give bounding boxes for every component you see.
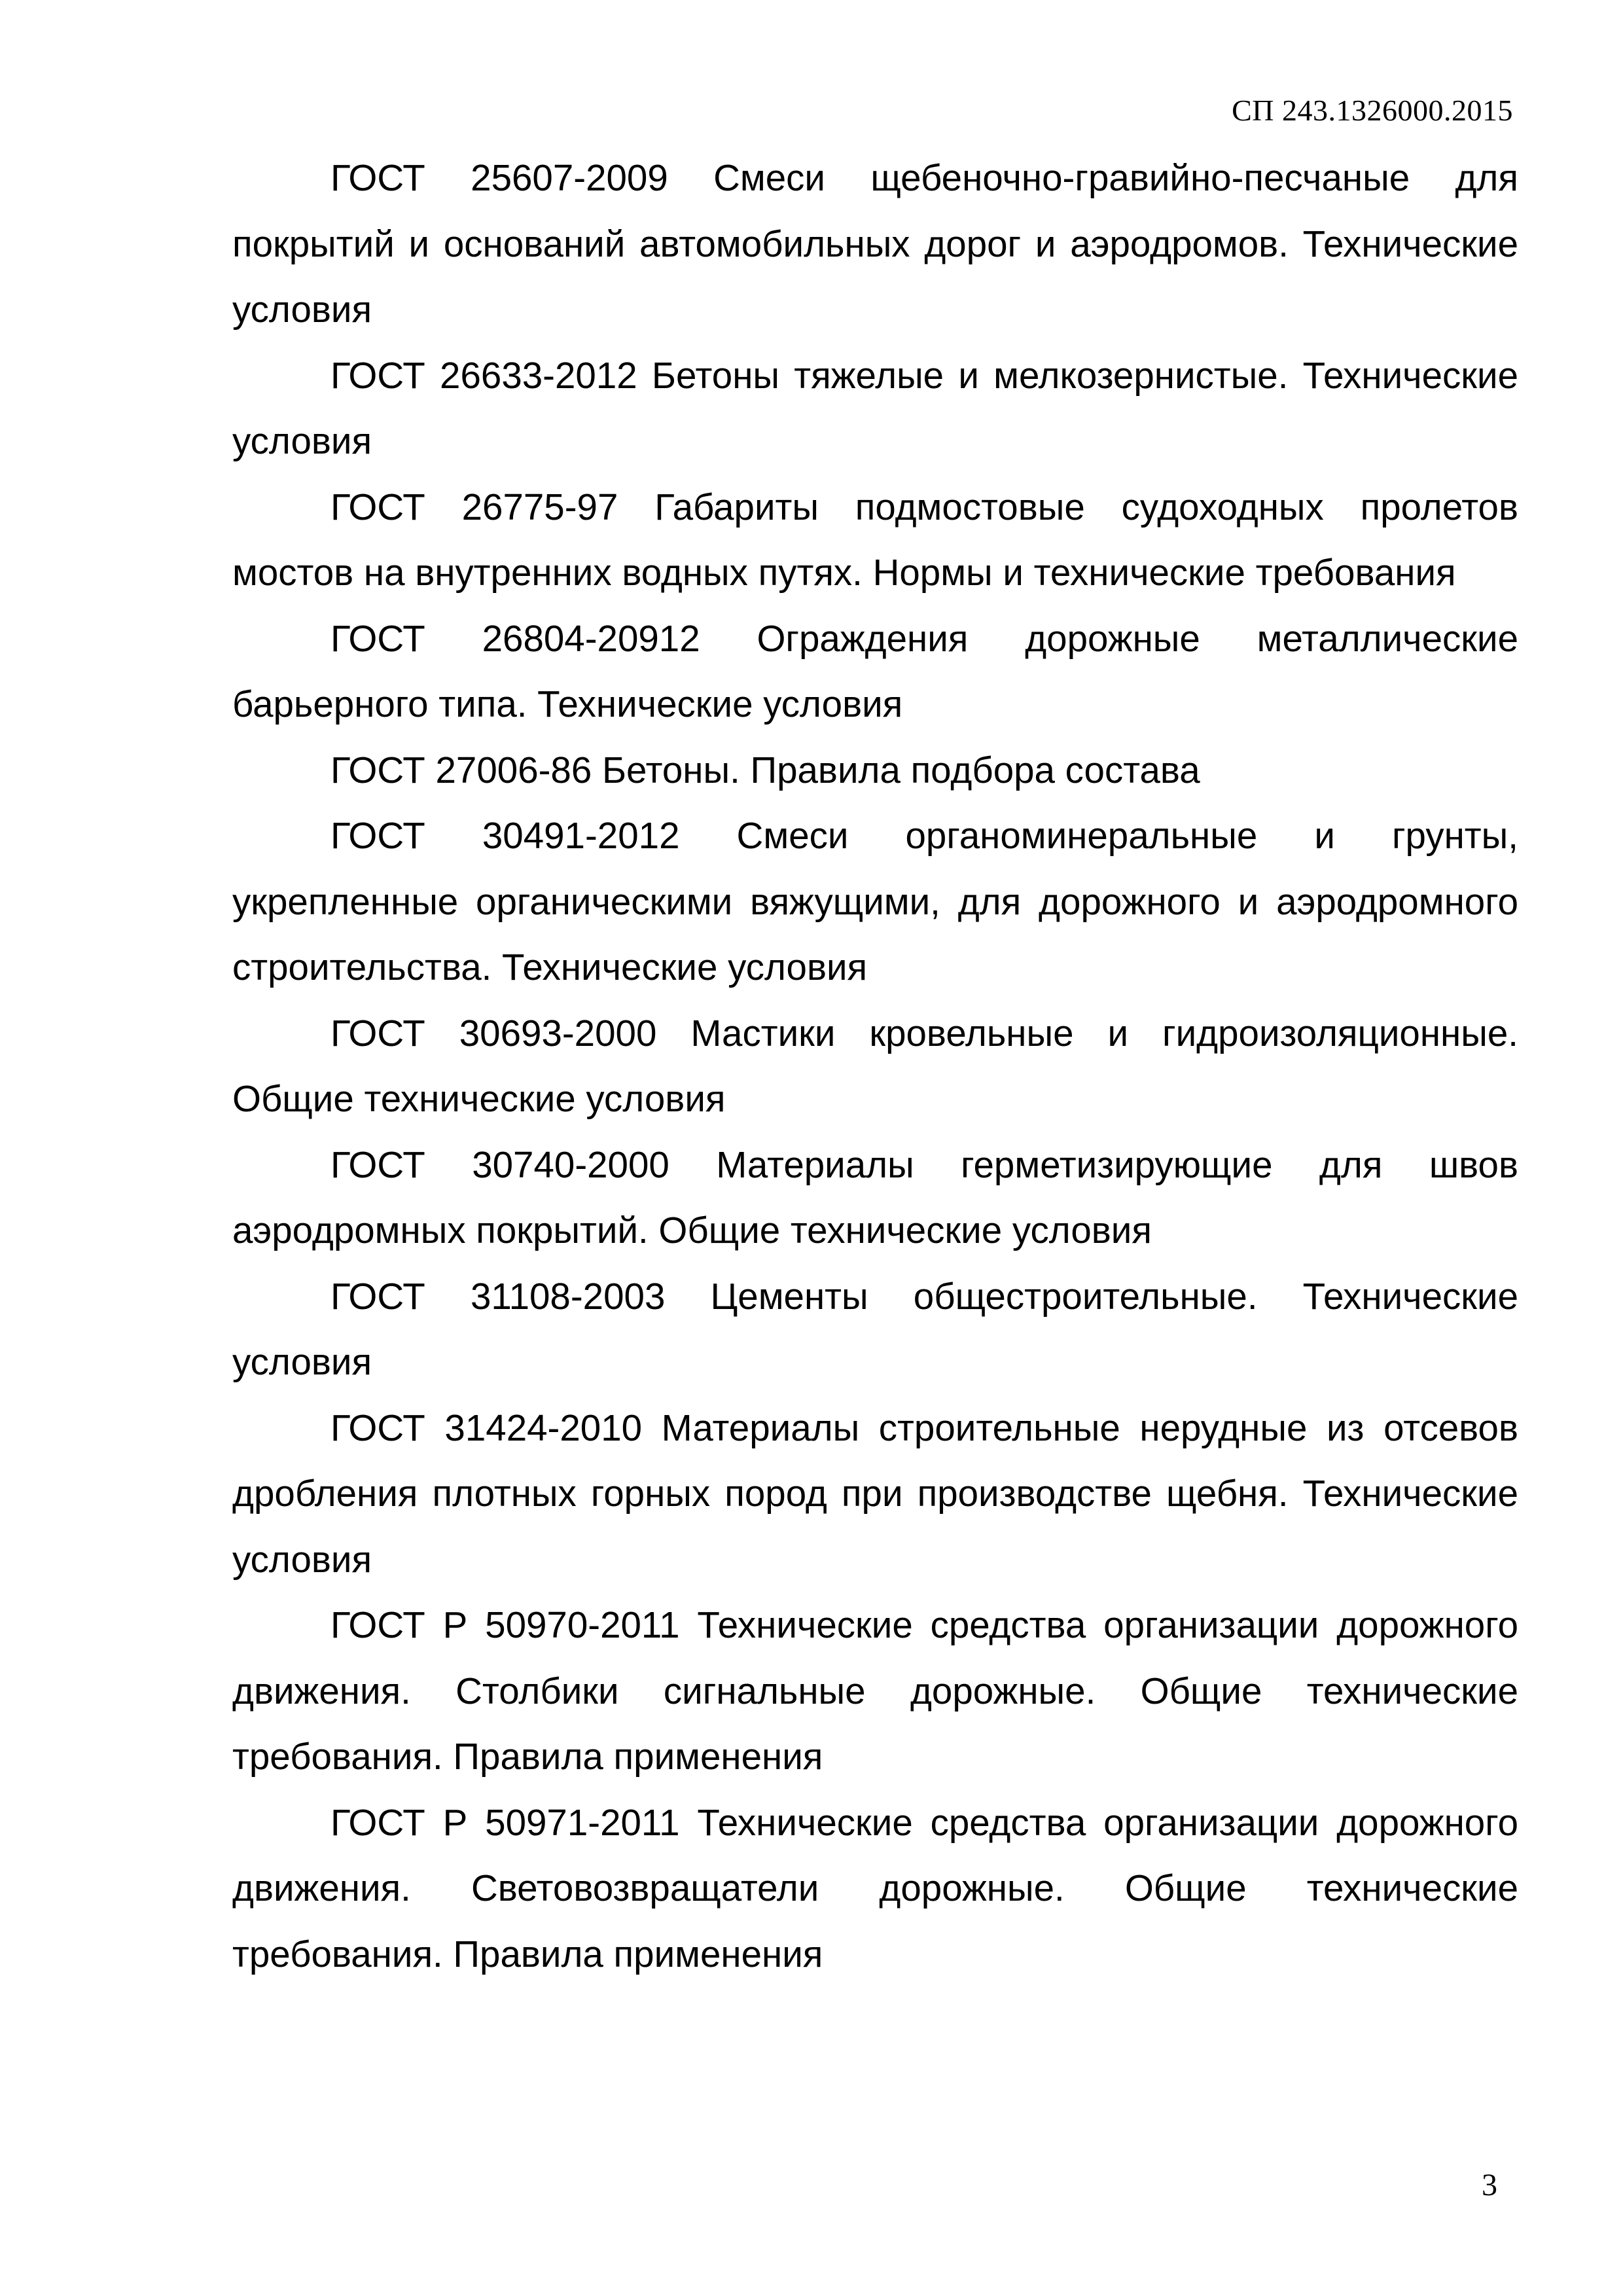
reference-item: ГОСТ 25607-2009 Смеси щебеночно-гравийно-песчаные для покрытий и оснований автомобильных дорог и аэродромов. Технические условия <box>232 157 1518 330</box>
reference-item: ГОСТ 31424-2010 Материалы строительные нерудные из отсевов дробления плотных горных пород при производстве щебня. Технические условия <box>232 1407 1518 1580</box>
reference-item: ГОСТ 26633-2012 Бетоны тяжелые и мелкозернистые. Технические условия <box>232 354 1518 461</box>
reference-item: ГОСТ 26775-97 Габариты подмостовые судоходных пролетов мостов на внутренних водных путях. Нормы и технические требования <box>232 486 1518 593</box>
reference-item: ГОСТ Р 50971-2011 Технические средства организации дорожного движения. Световозвращатели дорожные. Общие технические требования. Правила применения <box>232 1801 1518 1975</box>
reference-item: ГОСТ 30693-2000 Мастики кровельные и гидроизоляционные. Общие технические условия <box>232 1012 1518 1119</box>
reference-item: ГОСТ 30491-2012 Смеси органоминеральные и грунты, укрепленные органическими вяжущими, для дорожного и аэродромного строительства. Технические условия <box>232 815 1518 988</box>
reference-item: ГОСТ 31108-2003 Цементы общестроительные. Технические условия <box>232 1275 1518 1382</box>
reference-item: ГОСТ 27006-86 Бетоны. Правила подбора состава <box>330 749 1200 791</box>
document-code: СП 243.1326000.2015 <box>1232 94 1513 127</box>
reference-item: ГОСТ Р 50970-2011 Технические средства организации дорожного движения. Столбики сигнальные дорожные. Общие технические требования. Правила применения <box>232 1604 1518 1777</box>
reference-item: ГОСТ 26804-20912 Ограждения дорожные металлические барьерного типа. Технические условия <box>232 617 1518 725</box>
page-number: 3 <box>1482 2168 1497 2202</box>
reference-item: ГОСТ 30740-2000 Материалы герметизирующие для швов аэродромных покрытий. Общие технические условия <box>232 1143 1518 1251</box>
references-list <box>232 145 1518 1987</box>
